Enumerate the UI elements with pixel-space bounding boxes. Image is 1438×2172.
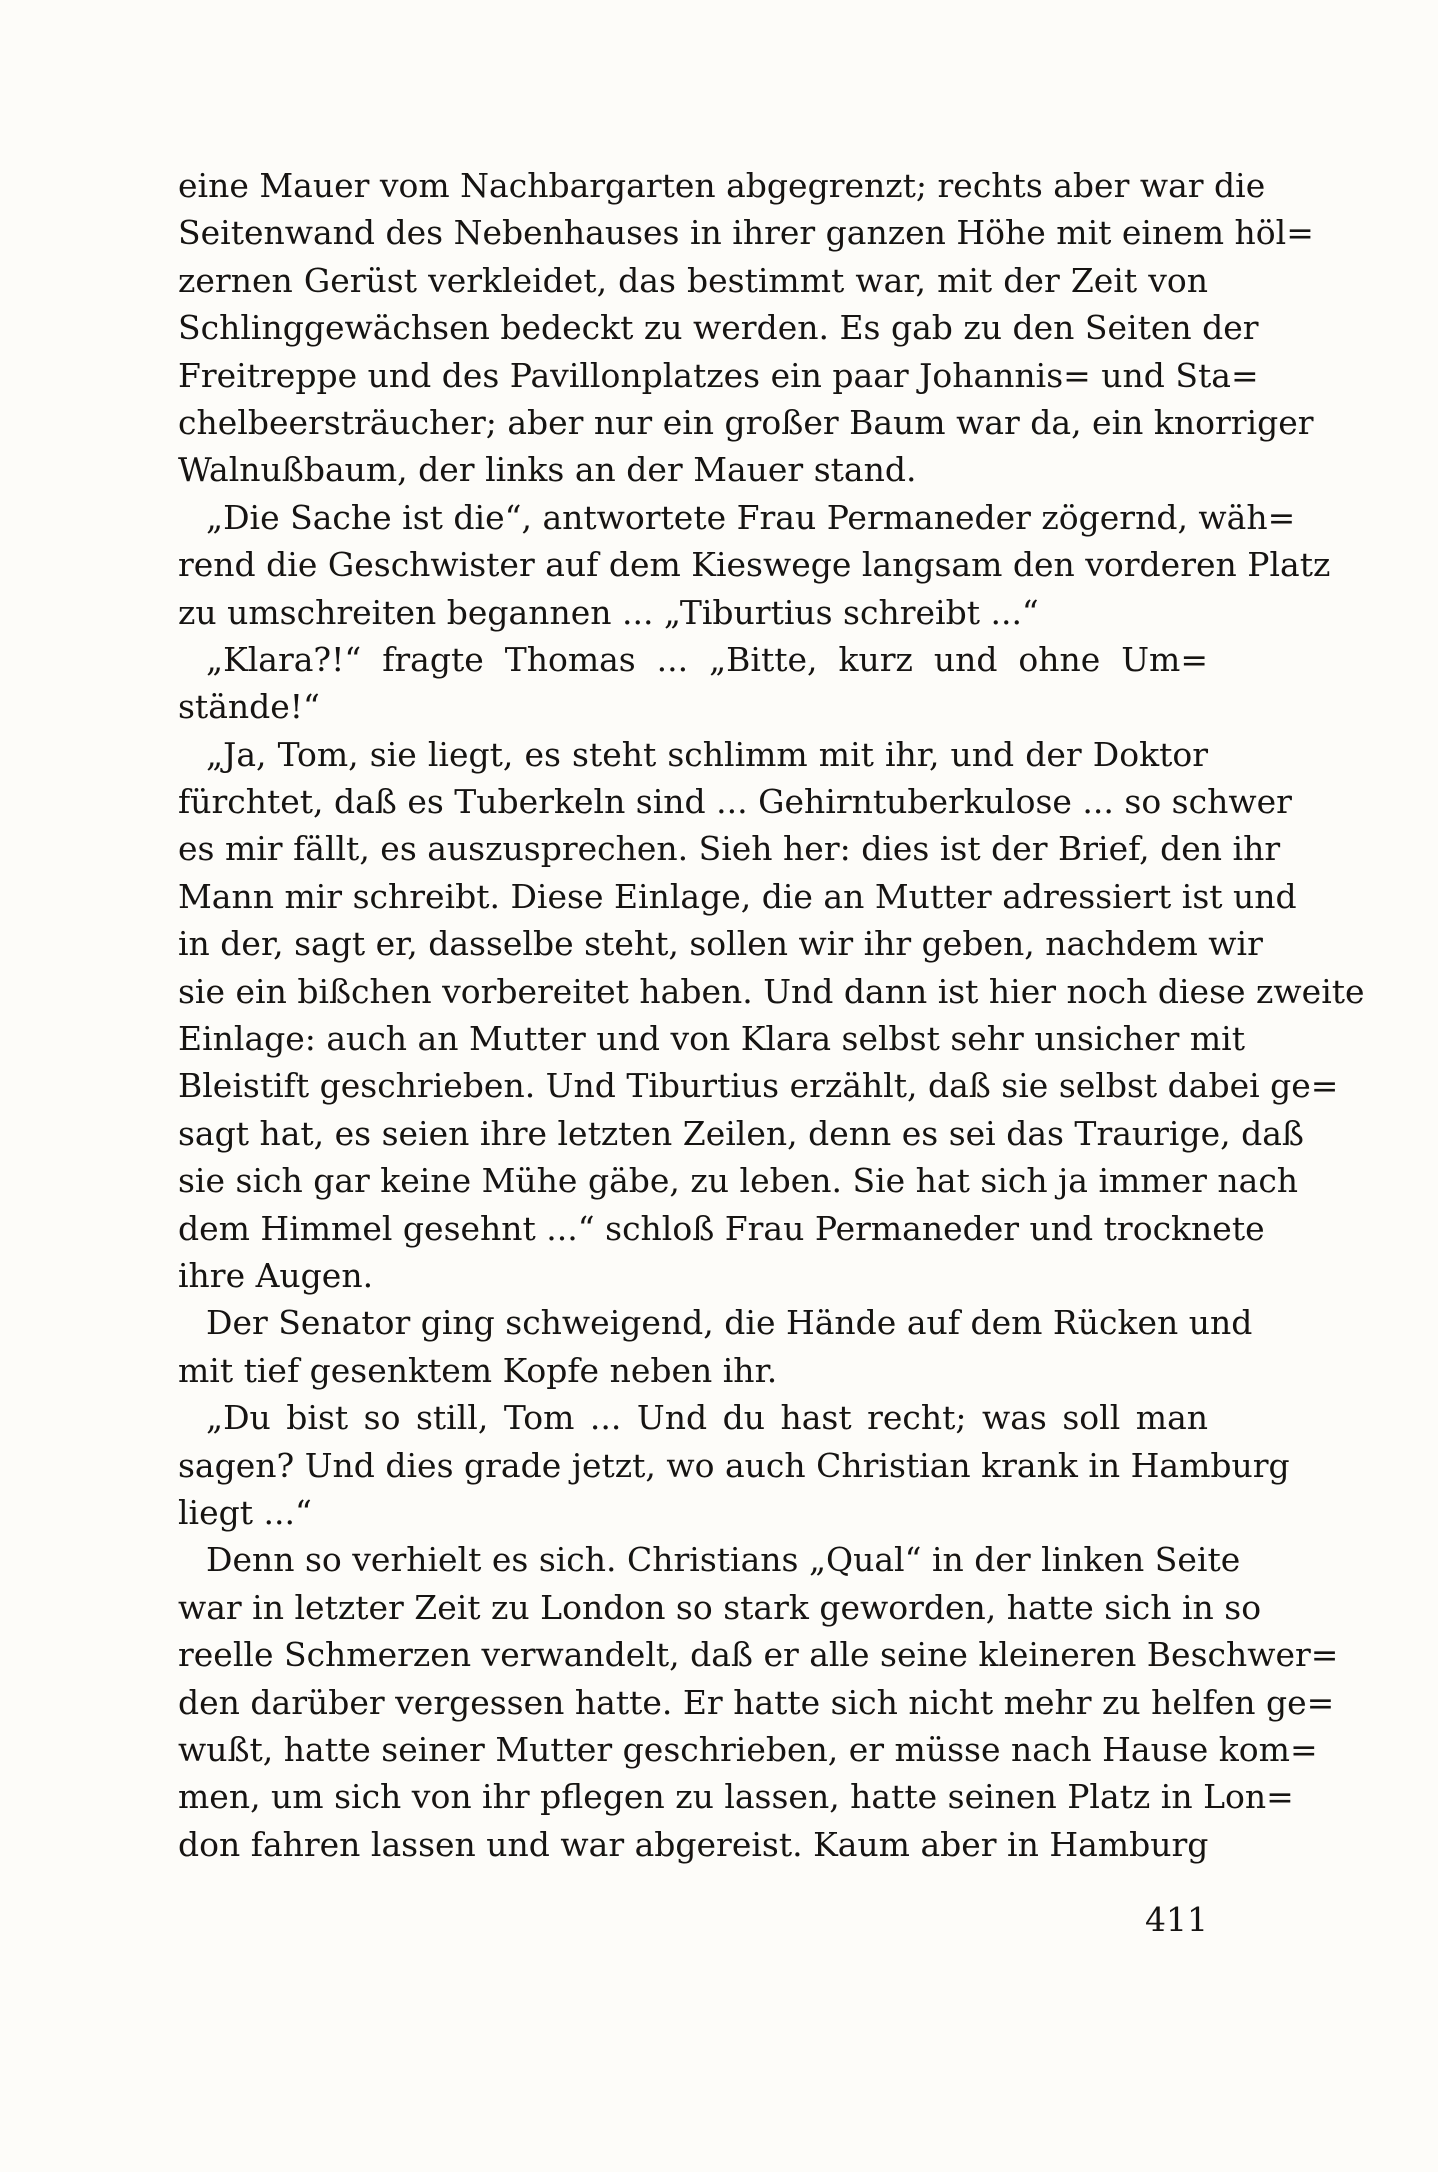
text-line: liegt ...“	[178, 1492, 312, 1532]
text-line: „Du bist so still, Tom ... Und du hast recht; was soll man	[206, 1398, 1208, 1438]
text-line: es mir fällt, es auszusprechen. Sieh her: dies ist der Brief, den ihr	[178, 829, 1281, 869]
page-number: 411	[1145, 1900, 1208, 1939]
text-line: „Klara?!“ fragte Thomas ... „Bitte, kurz und ohne Um=	[206, 639, 1208, 679]
text-line: Der Senator ging schweigend, die Hände auf dem Rücken und	[206, 1303, 1253, 1343]
text-line: sagen? Und dies grade jetzt, wo auch Christian krank in Hamburg	[178, 1445, 1290, 1485]
text-line: zu umschreiten begannen ... „Tiburtius schreibt ...“	[178, 592, 1039, 632]
text-line: wußt, hatte seiner Mutter geschrieben, er müsse nach Hause kom=	[178, 1729, 1318, 1769]
text-line: Schlinggewächsen bedeckt zu werden. Es gab zu den Seiten der	[178, 308, 1259, 348]
body-text	[178, 162, 1365, 1868]
text-line: rend die Geschwister auf dem Kieswege langsam den vorderen Platz	[178, 545, 1331, 585]
text-line: Bleistift geschrieben. Und Tiburtius erzählt, daß sie selbst dabei ge=	[178, 1066, 1339, 1106]
text-line: Walnußbaum, der links an der Mauer stand.	[178, 450, 917, 490]
text-line: sagt hat, es seien ihre letzten Zeilen, denn es sei das Traurige, daß	[178, 1113, 1304, 1153]
text-line: Denn so verhielt es sich. Christians „Qual“ in der linken Seite	[206, 1540, 1241, 1580]
text-line: den darüber vergessen hatte. Er hatte sich nicht mehr zu helfen ge=	[178, 1682, 1335, 1722]
text-line: war in letzter Zeit zu London so stark geworden, hatte sich in so	[178, 1587, 1262, 1627]
text-line: eine Mauer vom Nachbargarten abgegrenzt; rechts aber war die	[178, 166, 1266, 205]
text-line: Mann mir schreibt. Diese Einlage, die an Mutter adressiert ist und	[178, 876, 1297, 916]
text-line: „Die Sache ist die“, antwortete Frau Permaneder zögernd, wäh=	[206, 497, 1296, 537]
text-line: sie ein bißchen vorbereitet haben. Und dann ist hier noch diese zweite	[178, 971, 1365, 1011]
text-line: dem Himmel gesehnt ...“ schloß Frau Permaneder und trocknete	[178, 1208, 1265, 1248]
text-line: Seitenwand des Nebenhauses in ihrer ganzen Höhe mit einem höl=	[178, 213, 1314, 253]
text-line: Einlage: auch an Mutter und von Klara selbst sehr unsicher mit	[178, 1019, 1245, 1059]
text-line: fürchtet, daß es Tuberkeln sind ... Gehirntuberkulose ... so schwer	[178, 782, 1292, 822]
text-line: stände!“	[178, 687, 320, 727]
text-line: in der, sagt er, dasselbe steht, sollen wir ihr geben, nachdem wir	[178, 924, 1263, 964]
text-line: Freitreppe und des Pavillonplatzes ein paar Johannis= und Sta=	[178, 355, 1259, 395]
text-line: sie sich gar keine Mühe gäbe, zu leben. Sie hat sich ja immer nach	[178, 1161, 1299, 1201]
text-line: ihre Augen.	[178, 1255, 374, 1295]
text-line: mit tief gesenktem Kopfe neben ihr.	[178, 1350, 778, 1390]
text-line: don fahren lassen und war abgereist. Kaum aber in Hamburg	[178, 1824, 1209, 1864]
text-line: chelbeersträucher; aber nur ein großer Baum war da, ein knorriger	[178, 402, 1314, 442]
text-line: zernen Gerüst verkleidet, das bestimmt war, mit der Zeit von	[178, 260, 1208, 300]
text-line: „Ja, Tom, sie liegt, es steht schlimm mit ihr, und der Doktor	[206, 734, 1208, 774]
text-line: men, um sich von ihr pflegen zu lassen, hatte seinen Platz in Lon=	[178, 1777, 1294, 1817]
text-line: reelle Schmerzen verwandelt, daß er alle seine kleineren Beschwer=	[178, 1635, 1339, 1675]
